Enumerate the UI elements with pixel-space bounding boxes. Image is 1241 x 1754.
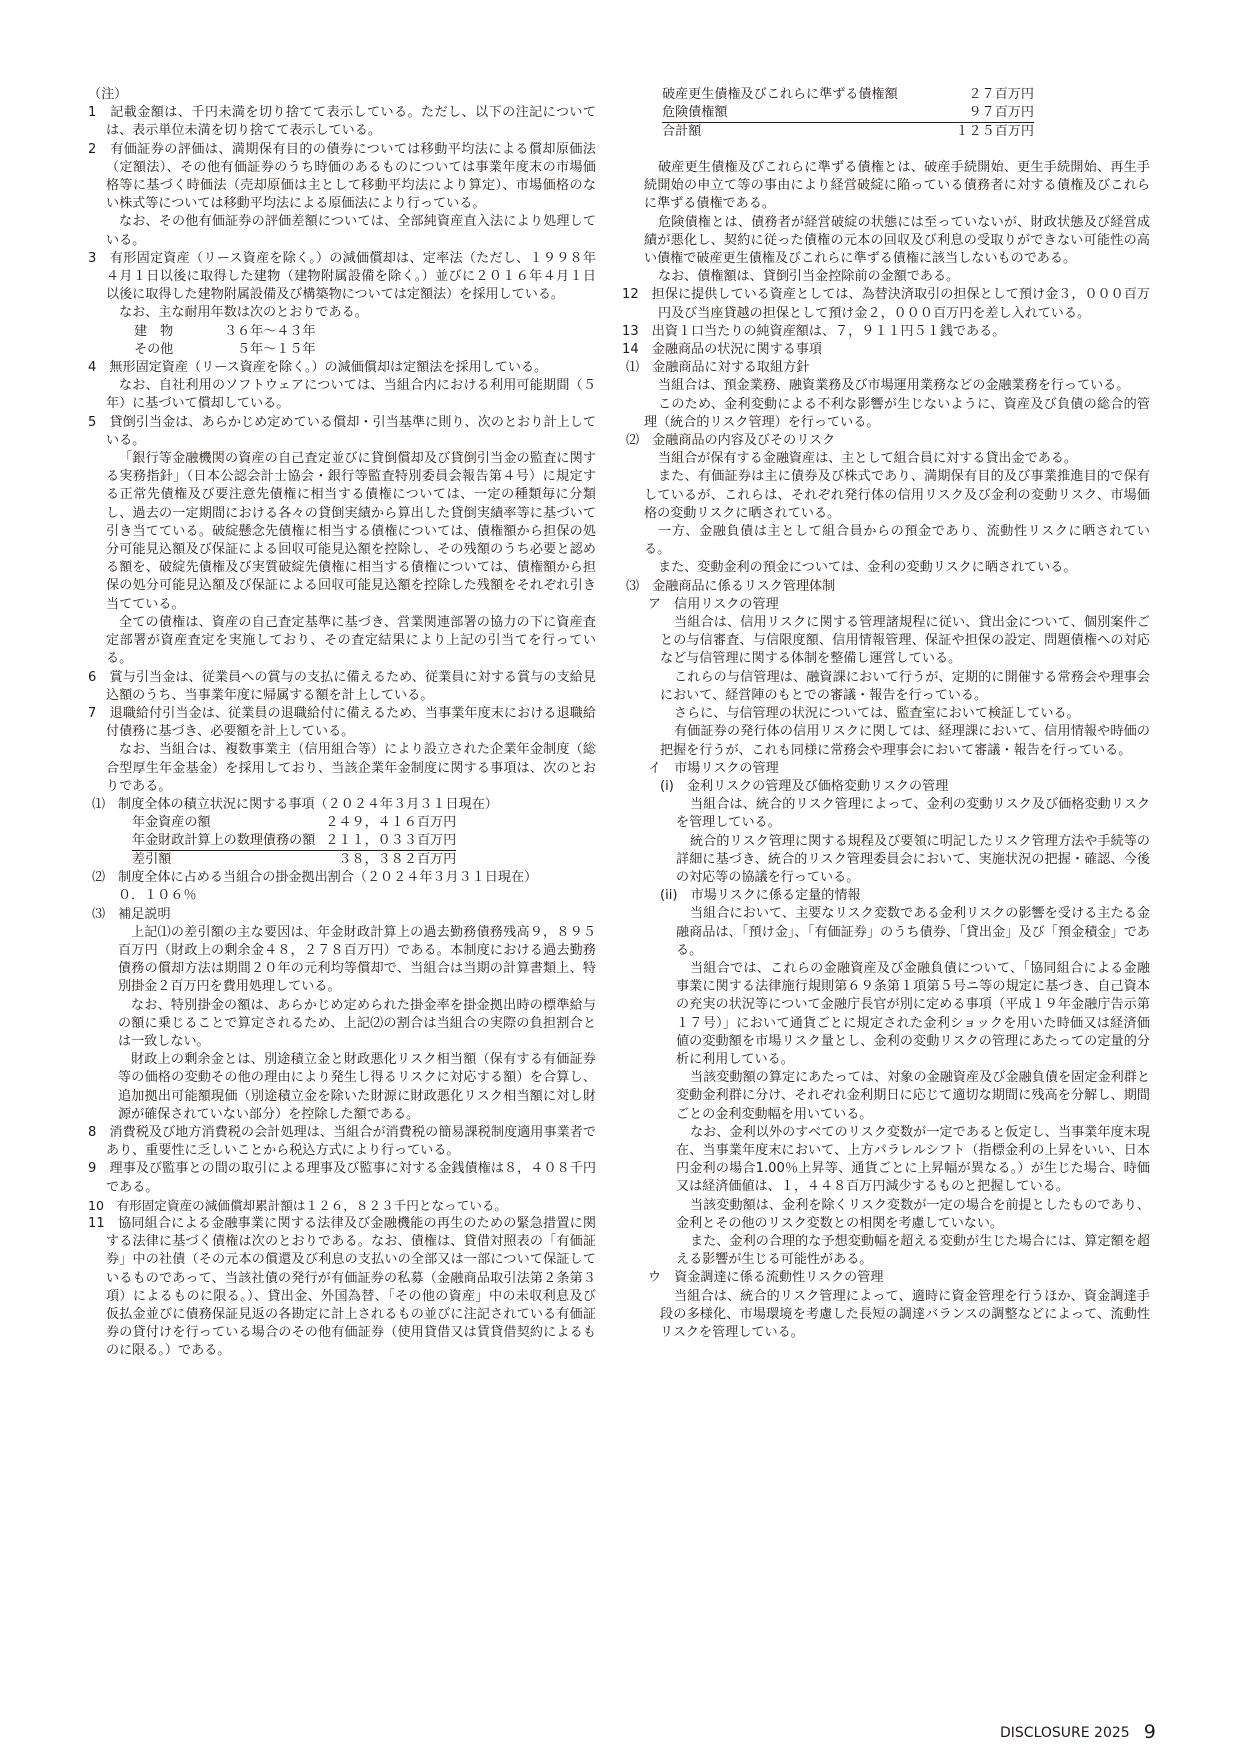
note-14: 14 金融商品の状況に関する事項 — [622, 342, 822, 358]
useful-life-value: ３６年～４３年 — [224, 323, 316, 339]
table-row — [662, 123, 1034, 142]
note-7-sub-2-value: ０．１０６％ — [118, 888, 197, 904]
note-2: 2 有価証券の評価は、満期保有目的の債券については移動平均法による償却原価法（定額法）、その他有価証券のうち時価のあるものについては事業年度末の市場価格等に基づく時価法（売却原価は主として移動平均法により算定）、市場価格のない株式等については移動平均法による原価法により行っている。 — [88, 141, 596, 212]
note-4-detail: なお、自社利用のソフトウェアについては、当組合内における利用可能期間（５年）に基づいて償却している。 — [106, 378, 596, 412]
note-14-sub-2-para-1: 当組合が保有する金融資産は、主として組合員に対する貸出金である。 — [658, 451, 1077, 467]
right-column — [622, 86, 1150, 1342]
note-11-para-3: なお、債権額は、貸倒引当金控除前の金額である。 — [658, 269, 960, 285]
bad-debt-table — [662, 86, 1034, 141]
market-risk-sub-1-para-1: 当組合は、統合的リスク管理によって、金利の変動リスク及び価格変動リスクを管理している。 — [676, 797, 1150, 831]
market-risk-sub-1: (i) 金利リスクの管理及び価格変動リスクの管理 — [660, 778, 949, 794]
note-14-sub-1-para-1: 当組合は、預金業務、融資業務及び市場運用業務などの金融業務を行っている。 — [658, 378, 1130, 394]
note-7-sub-1: ⑴ 制度全体の積立状況に関する事項（２０２４年３月３１日現在） — [92, 796, 498, 812]
credit-risk-heading: ア 信用リスクの管理 — [648, 596, 779, 612]
credit-risk-para-2: これらの与信管理は、融資課において行うが、定期的に開催する常務会や理事会において、経営陣のもとでの審議・報告を行っている。 — [660, 669, 1150, 703]
pension-funding-table — [132, 814, 456, 869]
market-risk-sub-2-para-6: また、金利の合理的な予想変動幅を超える変動が生じた場合には、算定額を超える影響が生じる可能性がある。 — [676, 1233, 1150, 1268]
market-risk-sub-2: (ii) 市場リスクに係る定量的情報 — [660, 888, 861, 904]
note-9: 9 理事及び監事との間の取引による理事及び監事に対する金銭債権は８，４０８千円である。 — [88, 1161, 596, 1195]
note-5-detail-2: 全ての債権は、資産の自己査定基準に基づき、営業関連部署の協力の下に資産査定部署が資産査定を実施しており、その査定結果により上記の引当てを行っている。 — [106, 614, 596, 667]
credit-risk-para-3: さらに、与信管理の状況については、監査室において検証している。 — [674, 706, 1080, 722]
market-risk-heading: イ 市場リスクの管理 — [648, 760, 779, 776]
useful-life-value: ５年～１５年 — [237, 341, 316, 357]
table-cell-label: 合計額 — [662, 124, 702, 139]
note-14-sub-2-para-4: また、変動金利の預金については、金利の変動リスクに晒されている。 — [658, 560, 1077, 576]
table-cell-value: ２１１，０３３百万円 — [315, 832, 456, 851]
market-risk-sub-2-para-4: なお、金利以外のすべてのリスク変数が一定であると仮定し、当事業年度末現在、当事業年度末において、上方パラレルシフト（指標金利の上昇をいい、日本円金利の場合1.00％上昇等、通貨ごとに上昇幅が異なる。）が生じた場合、時価又は経済価値は、１，４４８百万円減少するものと把握している。 — [676, 1124, 1150, 1195]
note-5-detail: 「銀行等金融機関の資産の自己査定並びに貸倒償却及び貸倒引当金の監査に関する実務指針」（日本公認会計士協会・銀行等監査特別委員会報告第４号）に規定する正常先債権及び要注意先債権に相当する債権については、一定の種類毎に分類し、過去の一定期間における各々の貸倒実績から算出した貸倒実績率等に基づいて引き当てている。破綻懸念先債権に相当する債権については、債権額から担保の処分可能見込額及び保証による回収可能見込額を控除し、その残額のうち必要と認める額を、破綻先債権及び実質破綻先債権に相当する債権については、債権額から担保の処分可能見込額及び保証による回収可能見込額を控除した残額をそれぞれ引き当てている。 — [106, 451, 596, 612]
spacer — [640, 141, 1150, 159]
credit-risk-para-4: 有価証券の発行体の信用リスクに関しては、経理課において、信用情報や時価の把握を行うが、これも同様に常務会や理事会において審議・報告を行っている。 — [660, 724, 1150, 758]
liquidity-risk-para-1: 当組合は、統合的リスク管理によって、適時に資金管理を行うほか、資金調達手段の多様化、市場環境を考慮した長短の調達バランスの調整などによって、流動性リスクを管理している。 — [660, 1288, 1150, 1340]
note-3-detail: なお、主な耐用年数は次のとおりである。 — [119, 305, 368, 321]
table-cell-label: 危険債権額 — [662, 104, 941, 123]
table-cell-label: 年金資産の額 — [132, 815, 211, 831]
table-cell-value: １２５百万円 — [955, 124, 1034, 139]
note-7-sub-2: ⑵ 制度全体に占める当組合の掛金拠出割合（２０２４年３月３１日現在） — [92, 870, 538, 886]
note-8: 8 消費税及び地方消費税の会計処理は、当組合が消費税の簡易課税制度適用事業者であり、重要性に乏しいことから税込方式により行っている。 — [88, 1124, 596, 1159]
market-risk-sub-2-para-3: 当該変動額の算定にあたっては、対象の金融資産及び金融負債を固定金利群と変動金利群に分け、それぞれ金利期日に応じて適切な期間に残高を分解し、期間ごとの金利変動幅を用いている。 — [676, 1070, 1150, 1122]
note-12: 12 担保に提供している資産としては、為替決済取引の担保として預け金３，０００百万円及び当座貸越の担保として預け金２，０００百万円を差し入れている。 — [622, 287, 1150, 321]
note-7-sub-3: ⑶ 補足説明 — [92, 906, 171, 922]
table-row — [132, 851, 456, 870]
note-11: 11 協同組合による金融事業に関する法律及び金融機能の再生のための緊急措置に関する法律に基づく債権は次のとおりである。なお、債権は、貸借対照表の「有価証券」中の社債（その元本の償還及び利息の支払いの全部又は一部について保証しているものであって、当該社債の発行が有価証券の私募（金融商品取引法第２条第３項）によるものに限る。）、貸出金、外国為替、「その他の資産」中の未収利息及び仮払金並びに債務保証見返の各勘定に計上されるもの並びに注記されている有価証券の貸付けを行っている場合のその他有価証券（使用貸借又は賃貸借契約によるものに限る。）である。 — [88, 1215, 596, 1359]
note-13: 13 出資１口当たりの純資産額は、７，９１１円５１銭である。 — [622, 323, 1006, 339]
useful-life-label: その他 — [134, 341, 174, 357]
note-7-sub-3-para-1: 上記⑴の差引額の主な要因は、年金財政計算上の過去勤務債務残高９，８９５百万円（財政上の剰余金４８，２７８百万円）である。本制度における過去勤務債務の償却方法は期間２０年の元利均等償却で、当組合は当期の計算書類上、特別掛金２百万円を費用処理している。 — [118, 924, 596, 995]
note-11-para-2: 危険債権とは、債務者が経営破綻の状態には至っていないが、財政状態及び経営成績が悪化し、契約に従った債権の元本の回収及び利息の受取りができない可能性の高い債権で破産更生債権及びこれらに準ずる債権に該当しないものである。 — [644, 214, 1150, 267]
note-7-sub-3-para-3: 財政上の剰余金とは、別途積立金と財政悪化リスク相当額（保有する有価証券等の価格の変動その他の理由により発生し得るリスクに対応する額）を合算し、追加拠出可能額現価（別途積立金を除いた財源に財政悪化リスク相当額に対し財源が確保されていない部分）を控除した額である。 — [118, 1052, 596, 1122]
note-6: 6 賞与引当金は、従業員への賞与の支払に備えるため、従業員に対する賞与の支給見込額のうち、当事業年度に帰属する額を計上している。 — [88, 669, 596, 703]
table-row — [662, 86, 1034, 104]
note-2-detail: なお、その他有価証券の評価差額については、全部純資産直入法により処理している。 — [106, 214, 596, 248]
credit-risk-para-1: 当組合は、信用リスクに関する管理諸規程に従い、貸出金について、個別案件ごとの与信審査、与信限度額、信用情報管理、保証や担保の設定、問題債権への対応など与信管理に関する体制を整備し運営している。 — [660, 615, 1150, 667]
table-cell-label: 差引額 — [132, 852, 172, 868]
note-7-detail: なお、当組合は、複数事業主（信用組合等）により設立された企業年金制度（総合型厚生年金基金）を採用しており、当該企業年金制度に関する事項は、次のとおりである。 — [106, 742, 596, 794]
useful-life-row-other — [88, 341, 596, 359]
table-cell-label: 破産更生債権及びこれらに準ずる債権額 — [662, 87, 898, 102]
liquidity-risk-heading: ウ 資金調達に係る流動性リスクの管理 — [648, 1270, 884, 1286]
note-10: 10 有形固定資産の減価償却累計額は１２６，８２３千円となっている。 — [88, 1197, 508, 1213]
note-14-sub-2: ⑵ 金融商品の内容及びそのリスク — [626, 433, 836, 449]
note-5: 5 貸倒引当金は、あらかじめ定めている償却・引当基準に則り、次のとおり計上している。 — [88, 414, 596, 448]
table-cell-value: ２４９，４１６百万円 — [325, 815, 457, 831]
table-row — [132, 814, 456, 832]
table-row — [662, 104, 1034, 123]
publication-label: DISCLOSURE 2025 — [1000, 1725, 1130, 1741]
note-14-sub-2-para-2: また、有価証券は主に債券及び株式であり、満期保有目的及び事業推進目的で保有しているが、これらは、それぞれ発行体の信用リスク及び金利の変動リスク、市場価格の変動リスクに晒されている。 — [644, 469, 1150, 521]
market-risk-sub-1-para-2: 統合的リスク管理に関する規程及び要領に明記したリスク管理方法や手続等の詳細に基づき、統合的リスク管理委員会において、実施状況の把握・確認、今後の対応等の協議を行っている。 — [676, 833, 1150, 885]
note-14-sub-1-para-2: このため、金利変動による不利な影響が生じないように、資産及び負債の総合的管理（統合的リスク管理）を行っている。 — [644, 396, 1150, 430]
note-7: 7 退職給付引当金は、従業員の退職給付に備えるため、当事業年度末における退職給付債務に基づき、必要額を計上している。 — [88, 705, 596, 740]
table-row — [132, 832, 456, 851]
note-11-para-1: 破産更生債権及びこれらに準ずる債権とは、破産手続開始、更生手続開始、再生手続開始の申立て等の事由により経営破綻に陥っている債務者に対する債権及びこれらに準ずる債権である。 — [644, 160, 1150, 212]
note-3: 3 有形固定資産（リース資産を除く。）の減価償却は、定率法（ただし、１９９８年４月１日以後に取得した建物（建物附属設備を除く。）並びに２０１６年４月１日以後に取得した建物附属設備及び構築物については定額法）を採用している。 — [88, 250, 596, 303]
useful-life-label: 建 物 — [134, 323, 174, 339]
market-risk-sub-2-para-1: 当組合において、主要なリスク変数である金利リスクの影響を受ける主たる金融商品は、「預け金」、「有価証券」のうち債券、「貸出金」及び「預金積金」である。 — [676, 906, 1150, 958]
table-cell-value: ２７百万円 — [968, 87, 1034, 102]
market-risk-sub-2-para-2: 当組合では、これらの金融資産及び金融負債について、「協同組合による金融事業に関する法律施行規則第６９条第１項第５号ニ等の規定に基づき、自己資本の充実の状況等について金融庁長官が別に定める事項（平成１９年金融庁告示第１７号）」において通貨ごとに規定された金利ショックを用いた時価又は経済価値の変動額を市場リスク量とし、金利の変動リスクの管理にあたっての定量的分析に利用している。 — [676, 960, 1150, 1067]
note-14-sub-3: ⑶ 金融商品に係るリスク管理体制 — [626, 578, 836, 594]
page-footer — [1000, 1720, 1156, 1742]
note-14-sub-1: ⑴ 金融商品に対する取組方針 — [626, 360, 810, 376]
page-number: 9 — [1143, 1721, 1156, 1743]
note-4: 4 無形固定資産（リース資産を除く。）の減価償却は定額法を採用している。 — [88, 360, 548, 376]
table-cell-value: ９７百万円 — [941, 104, 1034, 123]
left-column — [88, 86, 596, 1361]
note-7-sub-3-para-2: なお、特別掛金の額は、あらかじめ定められた掛金率を掛金拠出時の標準給与の額に乗じることで算定されるため、上記⑵の割合は当組合の実際の負担割合とは一致しない。 — [118, 997, 596, 1049]
note-1: 1 記載金額は、千円未満を切り捨てて表示している。ただし、以下の注記については、表示単位未満を切り捨てて表示している。 — [88, 105, 596, 139]
table-cell-label: 年金財政計算上の数理債務の額 — [132, 832, 315, 851]
table-cell-value: ３８，３８２百万円 — [338, 852, 457, 868]
note-14-sub-2-para-3: 一方、金融負債は主として組合員からの預金であり、流動性リスクに晒されている。 — [644, 524, 1150, 558]
market-risk-sub-2-para-5: 当該変動額は、金利を除くリスク変数が一定の場合を前提としたものであり、金利とその他のリスク変数との相関を考慮していない。 — [676, 1197, 1150, 1231]
useful-life-row-buildings — [88, 323, 596, 341]
notes-heading: （注） — [88, 87, 128, 102]
